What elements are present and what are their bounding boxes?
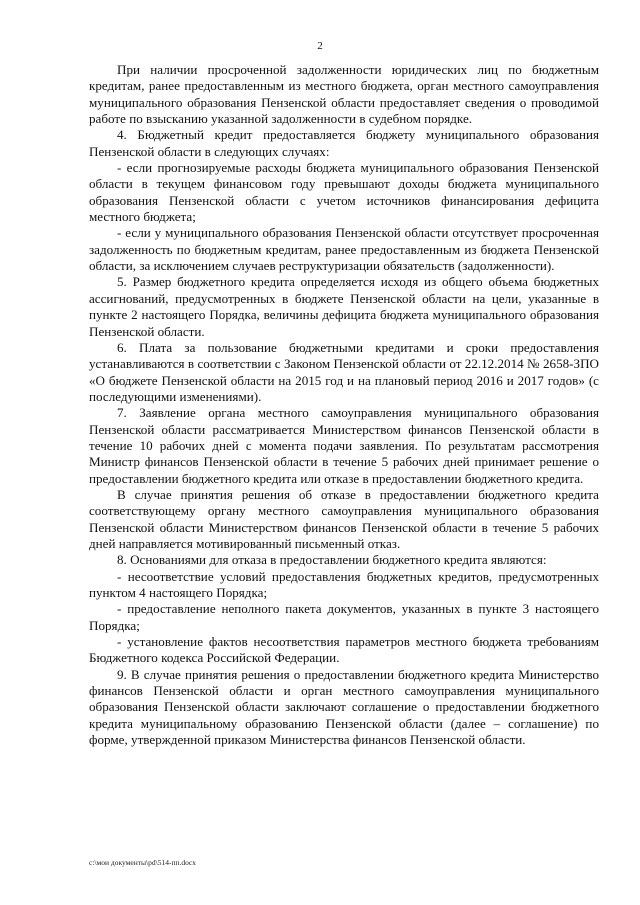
paragraph-item-4-condition-2: - если у муниципального образования Пензенской области отсутствует просроченная задолженность по бюджетным кредитам, ранее предоставленным из бюджета Пензенской области, за исключением случаев реструктуризации обязательств (задолженности). xyxy=(89,225,599,274)
page-number: 2 xyxy=(317,40,323,52)
paragraph-item-5: 5. Размер бюджетного кредита определяется исходя из общего объема бюджетных ассигнований, предусмотренных в бюджете Пензенской области на цели, указанные в пункте 2 настоящего Порядка, величины дефицита бюджета муниципального образования Пензенской области. xyxy=(89,274,599,339)
paragraph-item-7: 7. Заявление органа местного самоуправления муниципального образования Пензенской области рассматривается Министерством финансов Пензенской области в течение 10 рабочих дней с момента подачи заявления. По результатам рассмотрения Министр финансов Пензенской области в течение 5 рабочих дней принимает решение о предоставлении бюджетного кредита или отказе в предоставлении бюджетного кредита. xyxy=(89,405,599,486)
footer-file-path: c:\мои документы\pd\514-пп.docx xyxy=(89,858,196,867)
paragraph-item-8-reason-3: - установление фактов несоответствия параметров местного бюджета требованиям Бюджетного кодекса Российской Федерации. xyxy=(89,634,599,666)
paragraph-overdue-debt: При наличии просроченной задолженности юридических лиц по бюджетным кредитам, ранее предоставленным из местного бюджета, орган местного самоуправления муниципального образования Пензенской области предоставляет сведения о проводимой работе по взысканию указанной задолженности в судебном порядке. xyxy=(89,62,599,127)
paragraph-item-8-reason-2: - предоставление неполного пакета документов, указанных в пункте 3 настоящего Порядка; xyxy=(89,601,599,633)
document-body xyxy=(89,62,599,748)
paragraph-item-7-refusal: В случае принятия решения об отказе в предоставлении бюджетного кредита соответствующему органу местного самоуправления муниципального образования Пензенской области Министерством финансов Пензенской области в течение 5 рабочих дней направляется мотивированный письменный отказ. xyxy=(89,486,599,551)
paragraph-item-8: 8. Основаниями для отказа в предоставлении бюджетного кредита являются: xyxy=(117,552,547,568)
paragraph-item-6: 6. Плата за пользование бюджетными кредитами и сроки предоставления устанавливаются в соответствии с Законом Пензенской области от 22.12.2014 № 2658-ЗПО «О бюджете Пензенской области на 2015 год и на плановый период 2016 и 2017 годов» (с последующими изменениями). xyxy=(89,339,599,404)
paragraph-item-9: 9. В случае принятия решения о предоставлении бюджетного кредита Министерство финансов Пензенской области и орган местного самоуправления муниципального образования Пензенской области заключают соглашение о предоставлении бюджетного кредита муниципальному образованию Пензенской области (далее – соглашение) по форме, утвержденной приказом Министерства финансов Пензенской области. xyxy=(89,666,599,748)
paragraph-item-8-reason-1: - несоответствие условий предоставления бюджетных кредитов, предусмотренных пунктом 4 настоящего Порядка; xyxy=(89,568,599,600)
paragraph-item-4-condition-1: - если прогнозируемые расходы бюджета муниципального образования Пензенской области в текущем финансовом году превышают доходы бюджета муниципального образования Пензенской области с учетом источников финансирования дефицита местного бюджета; xyxy=(89,160,599,225)
paragraph-item-4: 4. Бюджетный кредит предоставляется бюджету муниципального образования Пензенской области в следующих случаях: xyxy=(89,127,599,159)
